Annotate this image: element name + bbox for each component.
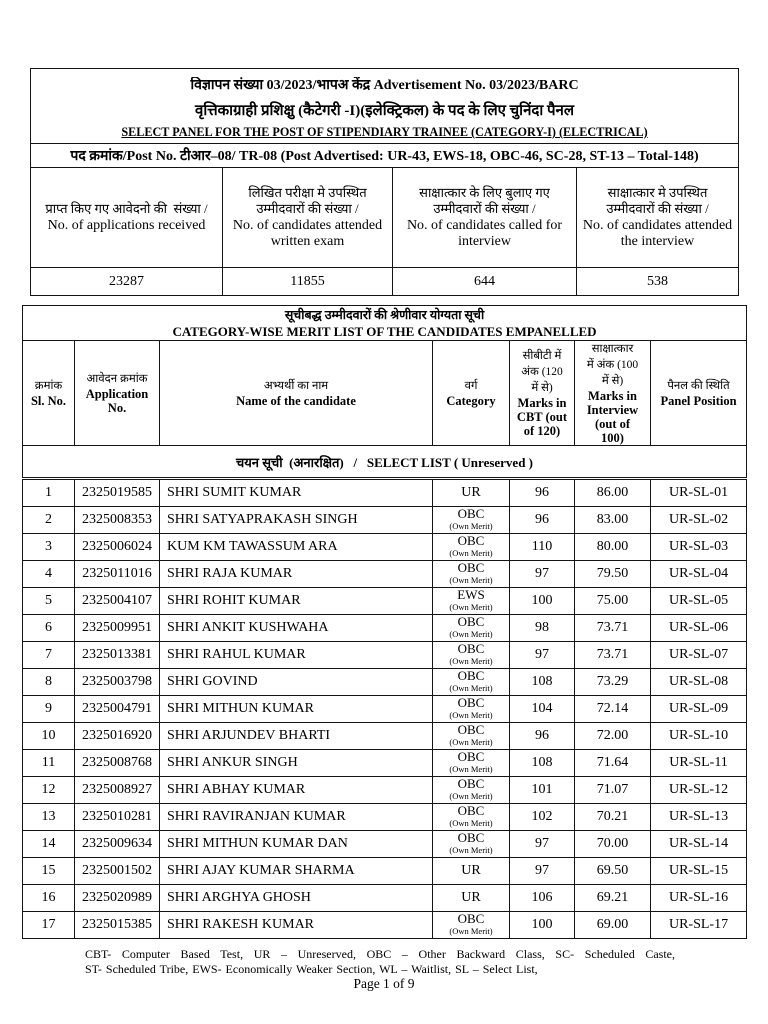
- cell-cbt-marks: 98: [510, 615, 575, 642]
- cell-application-no: 2325009951: [75, 615, 160, 642]
- header-sl-no: [23, 341, 75, 446]
- table-row: [23, 858, 747, 885]
- column-header-row: [23, 341, 747, 446]
- cell-cbt-marks: 97: [510, 858, 575, 885]
- cell-category: [433, 642, 510, 669]
- header-english: Sl. No.: [30, 394, 67, 408]
- table-row: [23, 723, 747, 750]
- header-hindi: वर्ग: [464, 380, 478, 392]
- cell-interview-marks: 72.00: [575, 723, 651, 750]
- table-row: [23, 831, 747, 858]
- cell-cbt-marks: 96: [510, 507, 575, 534]
- table-row: [23, 885, 747, 912]
- cell-category: [433, 858, 510, 885]
- cell-sl-no: 5: [23, 588, 75, 615]
- cell-panel-position: UR-SL-05: [651, 588, 747, 615]
- cell-sl-no: 4: [23, 561, 75, 588]
- category-note: (Own Merit): [449, 845, 493, 855]
- merit-list-rows: [23, 479, 747, 939]
- header-hindi: अभ्यर्थी का नाम: [263, 380, 329, 392]
- cell-panel-position: UR-SL-08: [651, 669, 747, 696]
- category-note: (Own Merit): [449, 575, 493, 585]
- category-note: (Own Merit): [449, 629, 493, 639]
- header-english: 100): [601, 431, 624, 445]
- cell-name: KUM KM TAWASSUM ARA: [160, 534, 433, 561]
- cell-interview-marks: 86.00: [575, 479, 651, 507]
- cell-application-no: 2325010281: [75, 804, 160, 831]
- cell-panel-position: UR-SL-03: [651, 534, 747, 561]
- table-row: [23, 642, 747, 669]
- cell-interview-marks: 69.50: [575, 858, 651, 885]
- statistics-header-row: [31, 168, 739, 268]
- category-note: (Own Merit): [449, 791, 493, 801]
- stat-value-called-interview: 644: [393, 268, 577, 296]
- cell-application-no: 2325011016: [75, 561, 160, 588]
- category-note: (Own Merit): [449, 521, 493, 531]
- header-hindi: में अंक (100: [586, 359, 639, 371]
- cell-cbt-marks: 104: [510, 696, 575, 723]
- table-row: [23, 696, 747, 723]
- stat-header-attended-interview: [577, 168, 739, 268]
- stat-label-english: No. of candidates called for: [406, 217, 563, 233]
- cell-cbt-marks: 97: [510, 831, 575, 858]
- cell-name: SHRI ANKUR SINGH: [160, 750, 433, 777]
- table-row: [23, 750, 747, 777]
- header-hindi: अंक (120: [521, 366, 563, 378]
- cell-cbt-marks: 101: [510, 777, 575, 804]
- header-english: Interview: [586, 403, 639, 417]
- header-interview-marks: [575, 341, 651, 446]
- category-note: (Own Merit): [449, 656, 493, 666]
- header-hindi: क्रमांक: [34, 380, 63, 392]
- cell-cbt-marks: 100: [510, 588, 575, 615]
- cell-category: [433, 723, 510, 750]
- stat-label-hindi: प्राप्त किए गए आवेदनो की संख्या /: [45, 201, 208, 216]
- cell-name: SHRI MITHUN KUMAR: [160, 696, 433, 723]
- advertisement-header: [31, 69, 739, 144]
- category-note: (Own Merit): [449, 764, 493, 774]
- merit-list-title-hindi: सूचीबद्ध उम्मीदवारों की श्रेणीवार योग्यता सूची: [284, 308, 485, 322]
- table-row: [23, 912, 747, 939]
- cell-interview-marks: 73.29: [575, 669, 651, 696]
- cell-interview-marks: 70.21: [575, 804, 651, 831]
- cell-category: [433, 831, 510, 858]
- cell-interview-marks: 71.64: [575, 750, 651, 777]
- category-code: OBC: [457, 803, 485, 818]
- cell-interview-marks: 79.50: [575, 561, 651, 588]
- cell-name: SHRI ANKIT KUSHWAHA: [160, 615, 433, 642]
- cell-cbt-marks: 108: [510, 669, 575, 696]
- abbreviations-line-1: CBT- Computer Based Test, UR – Unreserved, OBC – Other Backward Class, SC- Scheduled Caste,: [85, 947, 675, 961]
- cell-panel-position: UR-SL-12: [651, 777, 747, 804]
- header-english: (out of: [594, 417, 631, 431]
- stat-label-english: No. of candidates attended: [582, 217, 733, 233]
- header-application-no: [75, 341, 160, 446]
- category-code: OBC: [457, 560, 485, 575]
- cell-interview-marks: 73.71: [575, 642, 651, 669]
- cell-application-no: 2325008768: [75, 750, 160, 777]
- cell-name: SHRI MITHUN KUMAR DAN: [160, 831, 433, 858]
- select-list-label: चयन सूची (अनारक्षित) / SELECT LIST ( Unreserved ): [23, 446, 747, 479]
- cell-category: [433, 615, 510, 642]
- cell-panel-position: UR-SL-02: [651, 507, 747, 534]
- cell-name: SHRI RAKESH KUMAR: [160, 912, 433, 939]
- cell-sl-no: 3: [23, 534, 75, 561]
- category-note: (Own Merit): [449, 737, 493, 747]
- cell-name: SHRI SATYAPRAKASH SINGH: [160, 507, 433, 534]
- merit-list-table: [22, 305, 747, 939]
- cell-interview-marks: 75.00: [575, 588, 651, 615]
- cell-interview-marks: 70.00: [575, 831, 651, 858]
- cell-sl-no: 10: [23, 723, 75, 750]
- cell-application-no: 2325003798: [75, 669, 160, 696]
- cell-name: SHRI RAVIRANJAN KUMAR: [160, 804, 433, 831]
- cell-name: SHRI ABHAY KUMAR: [160, 777, 433, 804]
- header-hindi: पैनल की स्थिति: [667, 380, 730, 392]
- cell-sl-no: 2: [23, 507, 75, 534]
- stat-label-english: No. of candidates attended: [232, 217, 383, 233]
- cell-cbt-marks: 108: [510, 750, 575, 777]
- table-row: [23, 615, 747, 642]
- stat-header-written-exam: [223, 168, 393, 268]
- category-code: OBC: [457, 668, 485, 683]
- stat-label-hindi: साक्षात्कार के लिए बुलाए गए: [419, 184, 550, 200]
- category-code: OBC: [457, 695, 485, 710]
- cell-cbt-marks: 100: [510, 912, 575, 939]
- cell-application-no: 2325015385: [75, 912, 160, 939]
- cell-name: SHRI ROHIT KUMAR: [160, 588, 433, 615]
- cell-cbt-marks: 106: [510, 885, 575, 912]
- category-note: (Own Merit): [449, 602, 493, 612]
- advertisement-header-row: [31, 69, 739, 144]
- post-details: पद क्रमांक/Post No. टीआर–08/ TR-08 (Post Advertised: UR-43, EWS-18, OBC-46, SC-28, ST-13 – Total-148): [31, 144, 739, 168]
- cell-application-no: 2325006024: [75, 534, 160, 561]
- table-row: [23, 507, 747, 534]
- summary-table: [30, 68, 739, 296]
- header-english: Name of the candidate: [236, 394, 356, 408]
- cell-cbt-marks: 102: [510, 804, 575, 831]
- cell-sl-no: 13: [23, 804, 75, 831]
- cell-category: [433, 588, 510, 615]
- header-name: [160, 341, 433, 446]
- page-number: Page 1 of 9: [353, 976, 415, 991]
- cell-application-no: 2325004107: [75, 588, 160, 615]
- cell-name: SHRI SUMIT KUMAR: [160, 479, 433, 507]
- cell-cbt-marks: 96: [510, 479, 575, 507]
- stat-label-hindi: उम्मीदवारों की संख्या /: [433, 201, 536, 216]
- cell-sl-no: 12: [23, 777, 75, 804]
- cell-application-no: 2325001502: [75, 858, 160, 885]
- cell-panel-position: UR-SL-17: [651, 912, 747, 939]
- cell-panel-position: UR-SL-14: [651, 831, 747, 858]
- cell-application-no: 2325009634: [75, 831, 160, 858]
- cell-interview-marks: 69.21: [575, 885, 651, 912]
- cell-application-no: 2325008927: [75, 777, 160, 804]
- cell-sl-no: 8: [23, 669, 75, 696]
- stat-value-written-exam: 11855: [223, 268, 393, 296]
- table-row: [23, 534, 747, 561]
- select-list-section-row: [23, 446, 747, 479]
- category-code: OBC: [457, 776, 485, 791]
- header-category: [433, 341, 510, 446]
- stat-label-hindi: लिखित परीक्षा मे उपस्थित: [248, 184, 367, 200]
- header-panel-position: [651, 341, 747, 446]
- cell-sl-no: 1: [23, 479, 75, 507]
- stat-label-hindi: उम्मीदवारों की संख्या /: [606, 201, 709, 216]
- cell-interview-marks: 71.07: [575, 777, 651, 804]
- cell-application-no: 2325019585: [75, 479, 160, 507]
- cell-cbt-marks: 96: [510, 723, 575, 750]
- merit-list-title: [23, 306, 747, 341]
- category-code: OBC: [457, 911, 485, 926]
- cell-panel-position: UR-SL-09: [651, 696, 747, 723]
- cell-panel-position: UR-SL-07: [651, 642, 747, 669]
- header-english: Panel Position: [660, 394, 737, 408]
- category-code: OBC: [457, 533, 485, 548]
- cell-name: SHRI ARJUNDEV BHARTI: [160, 723, 433, 750]
- header-hindi: साक्षात्कार: [591, 343, 634, 355]
- cell-panel-position: UR-SL-01: [651, 479, 747, 507]
- table-row: [23, 479, 747, 507]
- cell-sl-no: 6: [23, 615, 75, 642]
- cell-interview-marks: 83.00: [575, 507, 651, 534]
- header-hindi: में से): [601, 375, 624, 387]
- cell-panel-position: UR-SL-10: [651, 723, 747, 750]
- header-english: No.: [107, 401, 127, 415]
- header-english: of 120): [523, 424, 561, 438]
- category-code: OBC: [457, 614, 485, 629]
- cell-sl-no: 7: [23, 642, 75, 669]
- cell-category: [433, 885, 510, 912]
- post-row: [31, 144, 739, 168]
- cell-name: SHRI AJAY KUMAR SHARMA: [160, 858, 433, 885]
- category-code: OBC: [457, 749, 485, 764]
- cell-sl-no: 16: [23, 885, 75, 912]
- table-row: [23, 804, 747, 831]
- category-code: UR: [461, 485, 481, 500]
- category-code: UR: [461, 863, 481, 878]
- cell-cbt-marks: 97: [510, 642, 575, 669]
- cell-interview-marks: 72.14: [575, 696, 651, 723]
- stat-header-applications: [31, 168, 223, 268]
- category-code: OBC: [457, 830, 485, 845]
- table-row: [23, 588, 747, 615]
- cell-interview-marks: 73.71: [575, 615, 651, 642]
- cell-panel-position: UR-SL-11: [651, 750, 747, 777]
- cell-category: [433, 777, 510, 804]
- stat-label-english: No. of applications received: [47, 217, 206, 233]
- table-row: [23, 669, 747, 696]
- stat-label-hindi: उम्मीदवारों की संख्या /: [256, 201, 359, 216]
- category-code: UR: [461, 890, 481, 905]
- cell-application-no: 2325013381: [75, 642, 160, 669]
- header-english: Application: [85, 387, 149, 401]
- stat-header-called-interview: [393, 168, 577, 268]
- stat-label-hindi: साक्षात्कार मे उपस्थित: [607, 184, 708, 200]
- cell-name: SHRI GOVIND: [160, 669, 433, 696]
- cell-sl-no: 17: [23, 912, 75, 939]
- cell-panel-position: UR-SL-06: [651, 615, 747, 642]
- category-note: (Own Merit): [449, 710, 493, 720]
- panel-title-hindi: वृत्तिकाग्राही प्रशिक्षु (कैटेगरी -I)(इलेक्ट्रिकल) के पद के लिए चुनिंदा पैनल: [195, 103, 575, 119]
- category-note: (Own Merit): [449, 926, 493, 936]
- cell-application-no: 2325016920: [75, 723, 160, 750]
- cell-category: [433, 696, 510, 723]
- cell-sl-no: 14: [23, 831, 75, 858]
- stat-value-applications: 23287: [31, 268, 223, 296]
- cell-category: [433, 912, 510, 939]
- cell-interview-marks: 80.00: [575, 534, 651, 561]
- cell-cbt-marks: 97: [510, 561, 575, 588]
- cell-panel-position: UR-SL-16: [651, 885, 747, 912]
- category-note: (Own Merit): [449, 683, 493, 693]
- header-hindi: आवेदन क्रमांक: [86, 373, 148, 385]
- cell-application-no: 2325008353: [75, 507, 160, 534]
- merit-list-title-english: CATEGORY-WISE MERIT LIST OF THE CANDIDATES EMPANELLED: [172, 324, 597, 339]
- header-hindi: सीबीटी में: [522, 350, 562, 362]
- header-cbt-marks: [510, 341, 575, 446]
- header-english: Marks in: [588, 389, 637, 403]
- cell-category: [433, 534, 510, 561]
- cell-interview-marks: 69.00: [575, 912, 651, 939]
- table-row: [23, 777, 747, 804]
- cell-sl-no: 11: [23, 750, 75, 777]
- cell-category: [433, 750, 510, 777]
- table-row: [23, 561, 747, 588]
- category-code: EWS: [457, 587, 485, 602]
- statistics-value-row: [31, 268, 739, 296]
- cell-category: [433, 804, 510, 831]
- header-english: Marks in: [517, 396, 567, 410]
- stat-label-english: written exam: [270, 234, 345, 249]
- cell-name: SHRI RAJA KUMAR: [160, 561, 433, 588]
- category-note: (Own Merit): [449, 818, 493, 828]
- header-english: CBT (out: [516, 410, 568, 424]
- stat-label-english: interview: [458, 234, 511, 249]
- cell-cbt-marks: 110: [510, 534, 575, 561]
- cell-panel-position: UR-SL-15: [651, 858, 747, 885]
- cell-category: [433, 669, 510, 696]
- stat-value-attended-interview: 538: [577, 268, 739, 296]
- cell-name: SHRI RAHUL KUMAR: [160, 642, 433, 669]
- abbreviations-line-2: ST- Scheduled Tribe, EWS- Economically Weaker Section, WL – Waitlist, SL – Select List,: [85, 962, 538, 976]
- cell-category: [433, 479, 510, 507]
- category-code: OBC: [457, 641, 485, 656]
- panel-title-english: SELECT PANEL FOR THE POST OF STIPENDIARY TRAINEE (CATEGORY-I) (ELECTRICAL): [121, 125, 648, 139]
- cell-name: SHRI ARGHYA GHOSH: [160, 885, 433, 912]
- stat-label-english: the interview: [620, 234, 695, 249]
- category-code: OBC: [457, 506, 485, 521]
- cell-sl-no: 15: [23, 858, 75, 885]
- category-note: (Own Merit): [449, 548, 493, 558]
- merit-list-title-row: [23, 306, 747, 341]
- advertisement-number: विज्ञापन संख्या 03/2023/भापअ केंद्र Advertisement No. 03/2023/BARC: [190, 78, 579, 93]
- cell-application-no: 2325004791: [75, 696, 160, 723]
- cell-category: [433, 507, 510, 534]
- header-hindi: में से): [531, 382, 553, 394]
- category-code: OBC: [457, 722, 485, 737]
- cell-panel-position: UR-SL-13: [651, 804, 747, 831]
- cell-sl-no: 9: [23, 696, 75, 723]
- cell-panel-position: UR-SL-04: [651, 561, 747, 588]
- cell-category: [433, 561, 510, 588]
- header-english: Category: [446, 394, 496, 408]
- cell-application-no: 2325020989: [75, 885, 160, 912]
